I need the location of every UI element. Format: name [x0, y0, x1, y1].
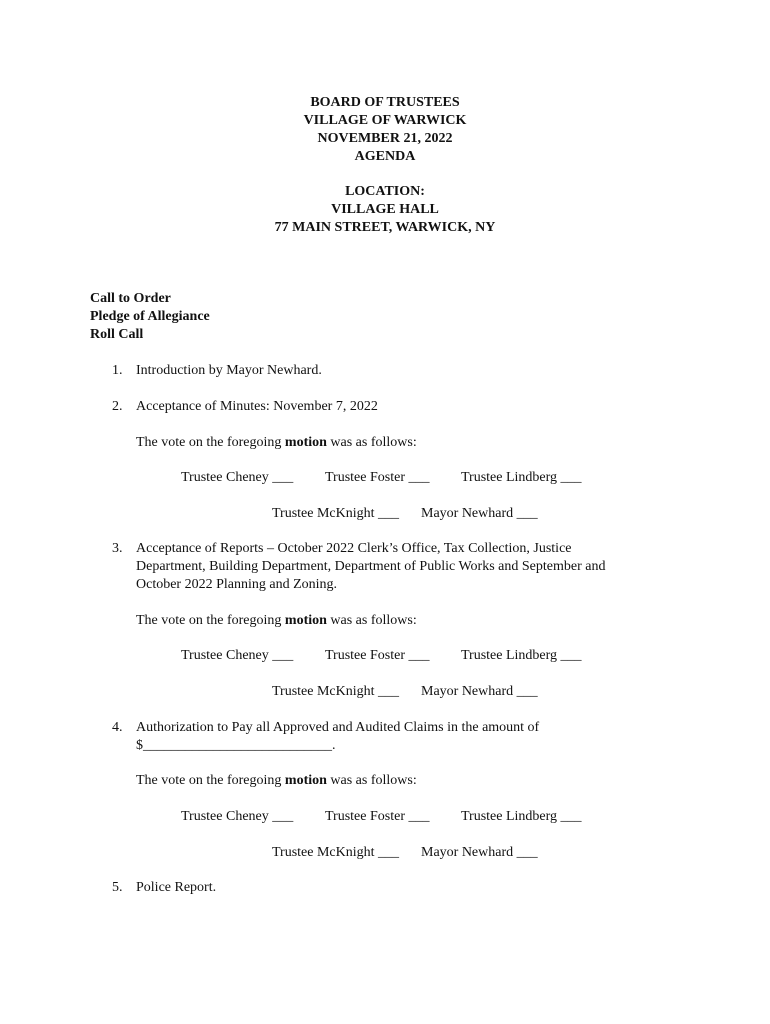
roll-call: Roll Call: [90, 327, 144, 342]
header-agenda-label: AGENDA: [354, 149, 416, 164]
header-meeting-date: NOVEMBER 21, 2022: [317, 131, 453, 146]
item-text: Acceptance of Reports – October 2022 Clerk’s Office, Tax Collection, Justice: [136, 541, 572, 556]
item-number: 2.: [112, 399, 123, 414]
vote-statement: [136, 434, 417, 452]
header-village-name: VILLAGE OF WARWICK: [303, 113, 467, 128]
vote-trustee-lindberg: Trustee Lindberg ___: [461, 470, 582, 485]
vote-suffix: was as follows:: [326, 435, 417, 450]
item-text: Introduction by Mayor Newhard.: [136, 363, 322, 378]
item-number: 5.: [112, 880, 123, 895]
item-text: Acceptance of Minutes: November 7, 2022: [136, 399, 378, 414]
vote-trustee-foster: Trustee Foster ___: [325, 809, 430, 824]
vote-trustee-mcknight: Trustee McKnight ___: [272, 506, 400, 521]
vote-statement: [136, 772, 417, 790]
header-board-title: BOARD OF TRUSTEES: [310, 95, 460, 110]
item-number: 4.: [112, 720, 123, 735]
vote-prefix: The vote on the foregoing: [136, 773, 285, 788]
vote-trustee-foster: Trustee Foster ___: [325, 648, 430, 663]
vote-motion-word: motion: [284, 773, 327, 788]
vote-trustee-mcknight: Trustee McKnight ___: [272, 684, 400, 699]
vote-motion-word: motion: [284, 435, 327, 450]
vote-trustee-lindberg: Trustee Lindberg ___: [461, 648, 582, 663]
vote-suffix: was as follows:: [326, 773, 417, 788]
location-name: VILLAGE HALL: [331, 202, 439, 217]
item-number: 1.: [112, 363, 123, 378]
vote-trustee-foster: Trustee Foster ___: [325, 470, 430, 485]
item-text: Department, Building Department, Department of Public Works and September and: [136, 559, 606, 574]
call-to-order: Call to Order: [90, 291, 171, 306]
vote-mayor-newhard: Mayor Newhard ___: [421, 845, 538, 860]
vote-mayor-newhard: Mayor Newhard ___: [421, 684, 538, 699]
vote-prefix: The vote on the foregoing: [136, 613, 285, 628]
vote-trustee-lindberg: Trustee Lindberg ___: [461, 809, 582, 824]
vote-trustee-cheney: Trustee Cheney ___: [181, 809, 294, 824]
vote-prefix: The vote on the foregoing: [136, 435, 285, 450]
pledge-of-allegiance: Pledge of Allegiance: [90, 309, 210, 324]
item-text: $___________________________.: [136, 738, 336, 753]
vote-trustee-cheney: Trustee Cheney ___: [181, 648, 294, 663]
vote-mayor-newhard: Mayor Newhard ___: [421, 506, 538, 521]
location-label: LOCATION:: [345, 184, 425, 199]
vote-trustee-cheney: Trustee Cheney ___: [181, 470, 294, 485]
item-text: Authorization to Pay all Approved and Audited Claims in the amount of: [136, 720, 540, 735]
vote-suffix: was as follows:: [326, 613, 417, 628]
item-text: Police Report.: [136, 880, 217, 895]
item-number: 3.: [112, 541, 123, 556]
location-address: 77 MAIN STREET, WARWICK, NY: [274, 220, 496, 235]
vote-trustee-mcknight: Trustee McKnight ___: [272, 845, 400, 860]
item-text: October 2022 Planning and Zoning.: [136, 577, 338, 592]
vote-motion-word: motion: [284, 613, 327, 628]
vote-statement: [136, 612, 417, 630]
